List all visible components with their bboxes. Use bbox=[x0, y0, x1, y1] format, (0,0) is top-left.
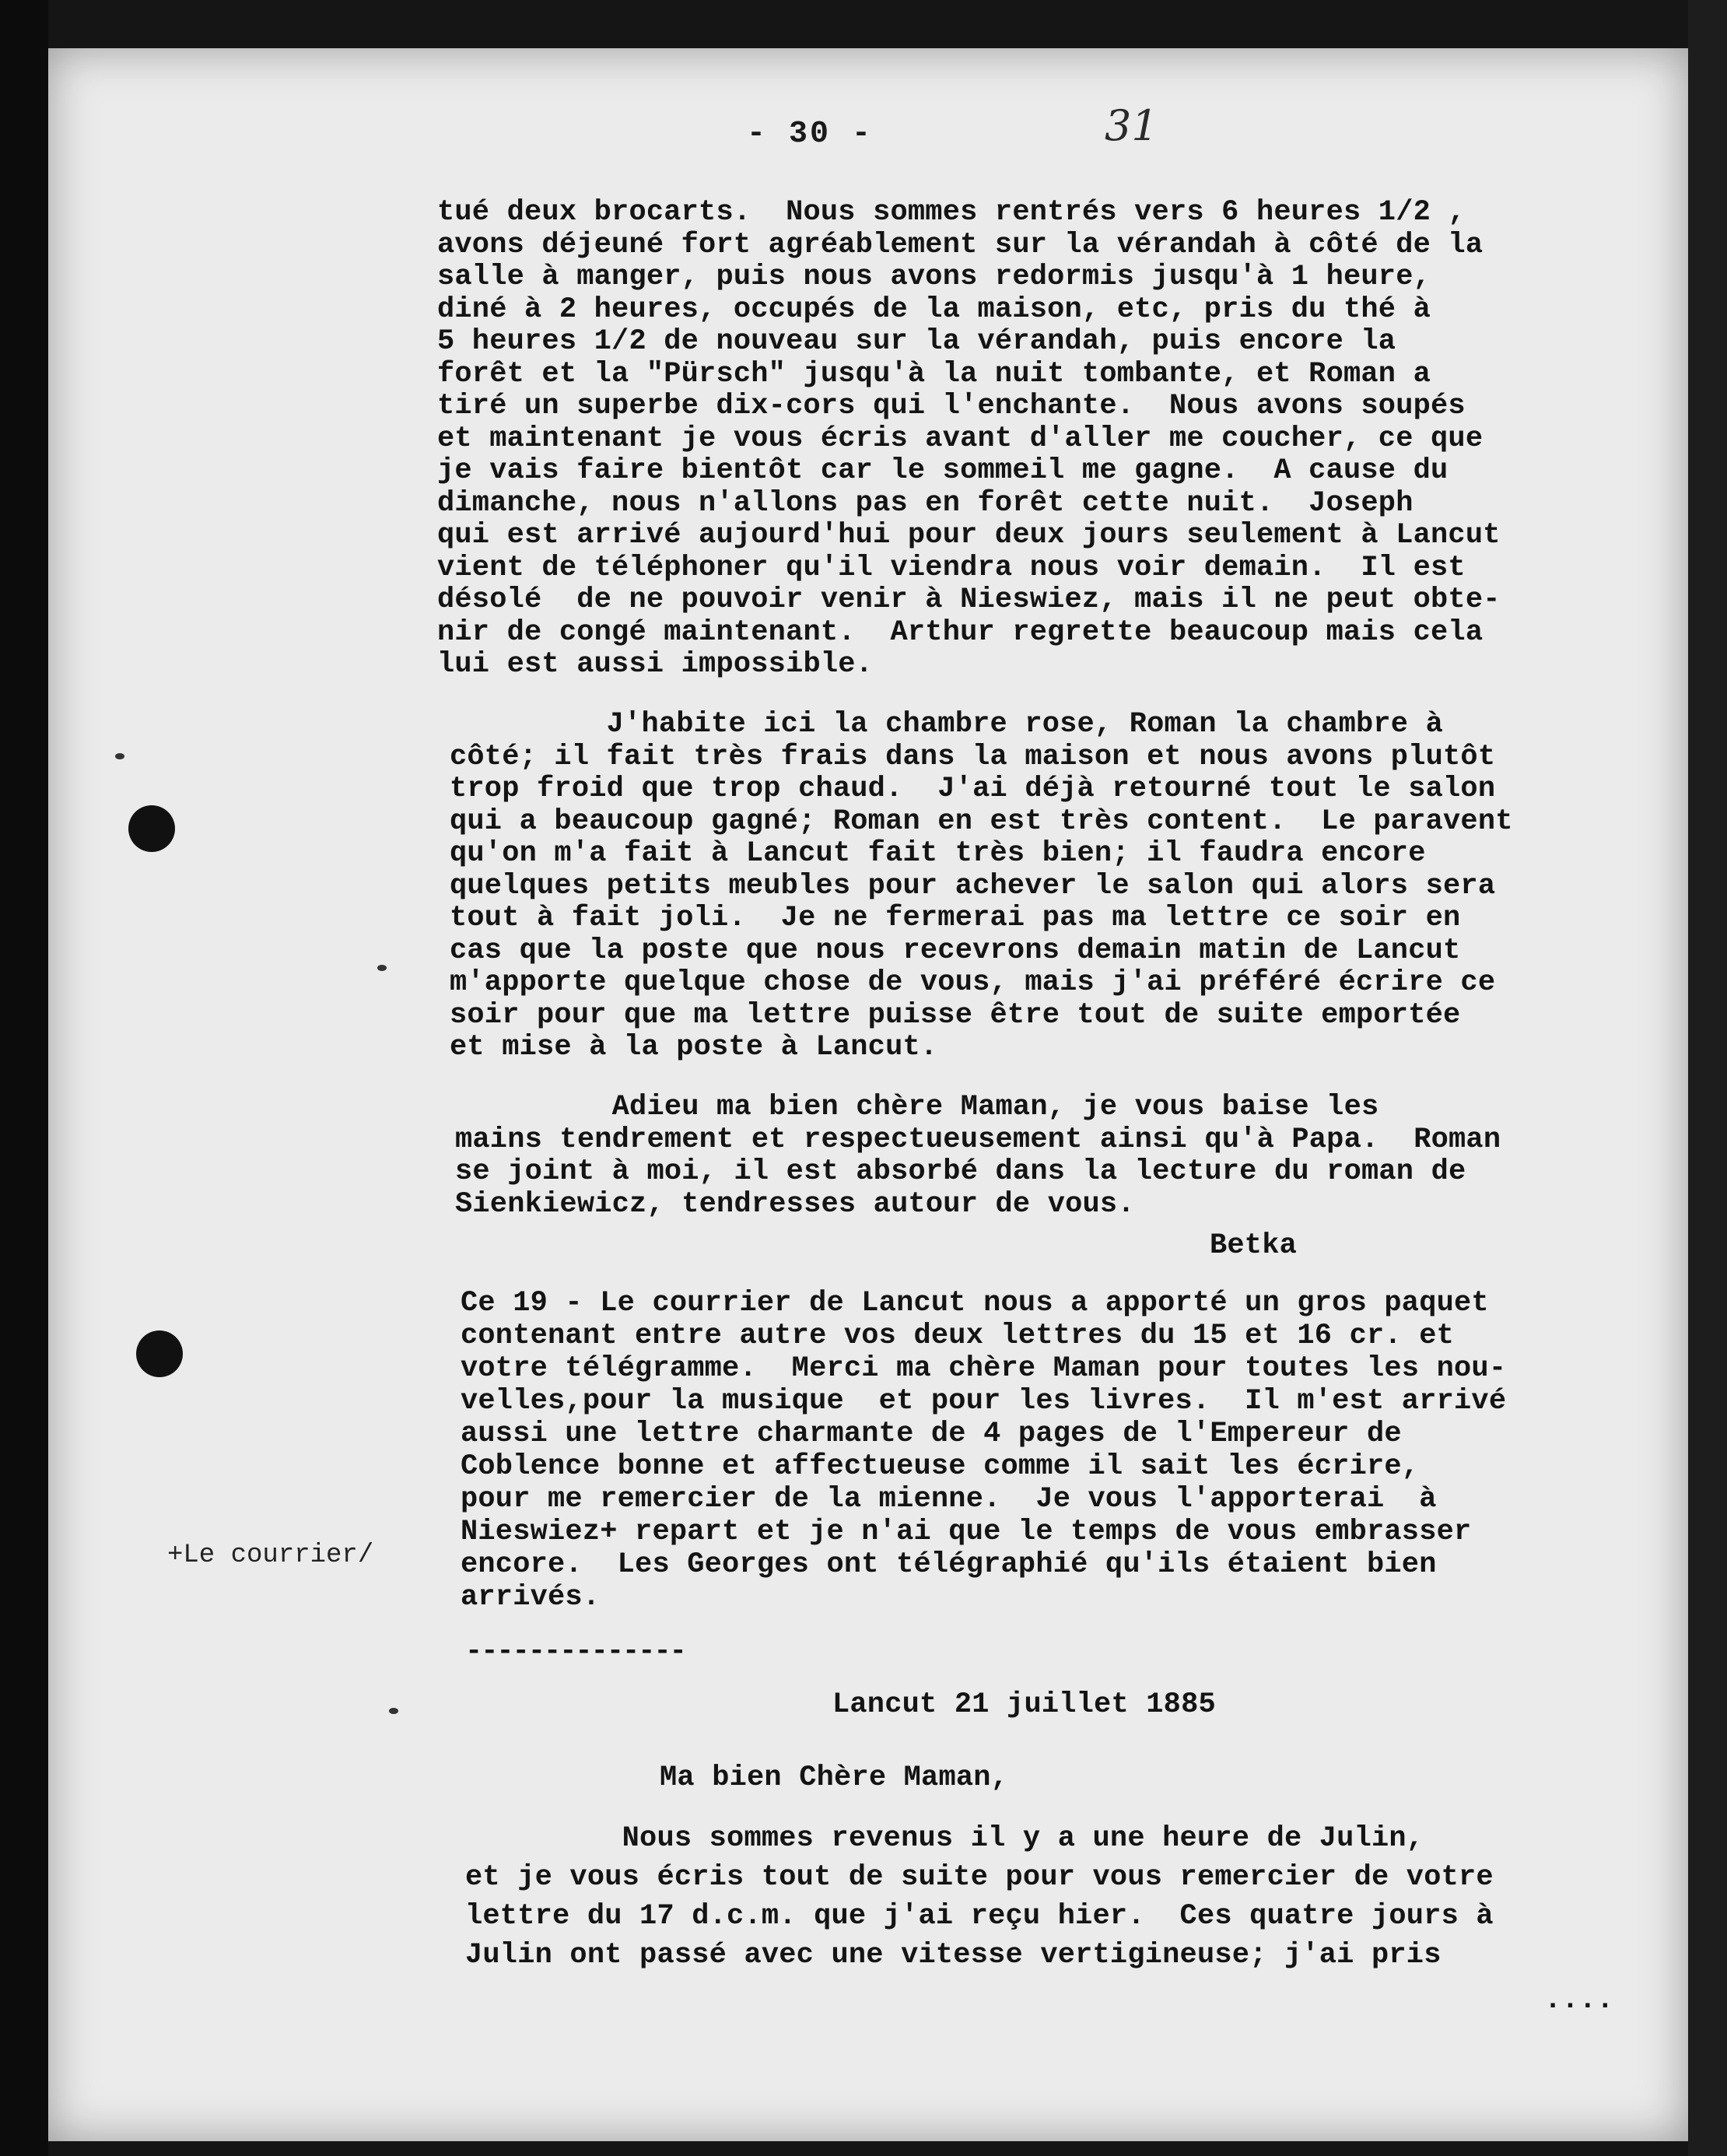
text-line: arrivés. bbox=[461, 1581, 601, 1614]
text-line: lettre du 17 d.c.m. que j'ai reçu hier. Ces quatre jours à bbox=[465, 1900, 1494, 1933]
text-line: velles,pour la musique et pour les livres. Il m'est arrivé bbox=[461, 1385, 1507, 1418]
text-line: pour me remercier de la mienne. Je vous l'apporterai à bbox=[461, 1483, 1437, 1516]
letter2-heading: Lancut 21 juillet 1885 bbox=[832, 1688, 1216, 1721]
text-line: votre télégramme. Merci ma chère Maman pour toutes les nou- bbox=[461, 1352, 1507, 1385]
text-line: je vais faire bientôt car le sommeil me gagne. A cause du bbox=[437, 454, 1449, 487]
text-line: Coblence bonne et affectueuse comme il sait les écrire, bbox=[461, 1450, 1420, 1483]
text-line: forêt et la "Pürsch" jusqu'à la nuit tombante, et Roman a bbox=[437, 357, 1431, 391]
text-line: Nieswiez+ repart et je n'ai que le temps de vous embrasser bbox=[461, 1516, 1472, 1548]
text-line: salle à manger, puis nous avons redormis jusqu'à 1 heure, bbox=[437, 261, 1431, 293]
film-edge-left bbox=[0, 0, 48, 2156]
text-line: cas que la poste que nous recevrons demain matin de Lancut bbox=[450, 934, 1461, 967]
text-line: trop froid que trop chaud. J'ai déjà retourné tout le salon bbox=[450, 773, 1496, 805]
text-line: Nous sommes revenus il y a une heure de Julin, bbox=[465, 1822, 1424, 1855]
punch-hole-bottom bbox=[136, 1330, 183, 1377]
text-line: nir de congé maintenant. Arthur regrette beaucoup mais cela bbox=[437, 615, 1484, 649]
text-line: Julin ont passé avec une vitesse vertigineuse; j'ai pris bbox=[465, 1939, 1442, 1972]
text-line: Sienkiewicz, tendresses autour de vous. bbox=[455, 1187, 1135, 1221]
text-line: tout à fait joli. Je ne fermerai pas ma lettre ce soir en bbox=[450, 902, 1461, 934]
speck bbox=[389, 1708, 398, 1714]
letter2-salutation: Ma bien Chère Maman, bbox=[660, 1762, 1009, 1794]
text-line: tiré un superbe dix-cors qui l'enchante. Nous avons soupés bbox=[437, 390, 1466, 422]
text-line: et maintenant je vous écris avant d'aller me coucher, ce que bbox=[437, 422, 1484, 455]
punch-hole-top bbox=[128, 805, 175, 852]
text-line: contenant entre autre vos deux lettres du 15 et 16 cr. et bbox=[461, 1320, 1455, 1352]
handwritten-page-number: 31 bbox=[1105, 101, 1158, 150]
text-line: diné à 2 heures, occupés de la maison, etc, pris du thé à bbox=[437, 293, 1431, 326]
text-line: dimanche, nous n'allons pas en forêt cette nuit. Joseph bbox=[437, 486, 1413, 520]
text-line: lui est aussi impossible. bbox=[437, 648, 874, 681]
text-line: vient de téléphoner qu'il viendra nous voir demain. Il est bbox=[437, 551, 1466, 584]
text-line: qu'on m'a fait à Lancut fait très bien; il faudra encore bbox=[450, 837, 1426, 870]
text-line: encore. Les Georges ont télégraphié qu'ils étaient bien bbox=[461, 1548, 1437, 1581]
text-line: tué deux brocarts. Nous sommes rentrés vers 6 heures 1/2 , bbox=[437, 196, 1466, 229]
text-line: J'habite ici la chambre rose, Roman la chambre à bbox=[450, 708, 1444, 741]
text-line: et je vous écris tout de suite pour vous remercier de votre bbox=[465, 1861, 1494, 1894]
text-line: Adieu ma bien chère Maman, je vous baise les bbox=[455, 1091, 1379, 1124]
typed-page-number: - 30 - bbox=[747, 117, 874, 152]
text-line: désolé de ne pouvoir venir à Nieswiez, mais il ne peut obte- bbox=[437, 584, 1501, 616]
speck bbox=[377, 965, 387, 971]
margin-note: +Le courrier/ bbox=[167, 1541, 374, 1570]
text-line: Ce 19 - Le courrier de Lancut nous a apporté un gros paquet bbox=[461, 1287, 1489, 1320]
text-line: quelques petits meubles pour achever le salon qui alors sera bbox=[450, 869, 1496, 903]
text-line: avons déjeuné fort agréablement sur la vérandah à côté de la bbox=[437, 228, 1484, 261]
speck bbox=[115, 753, 124, 759]
separator-line: -------------- bbox=[465, 1635, 685, 1668]
text-line: soir pour que ma lettre puisse être tout de suite emportée bbox=[450, 998, 1461, 1032]
text-line: côté; il fait très frais dans la maison et nous avons plutôt bbox=[450, 740, 1496, 773]
text-line: m'apporte quelque chose de vous, mais j'ai préféré écrire ce bbox=[450, 966, 1496, 999]
text-line: se joint à moi, il est absorbé dans la lecture du roman de bbox=[455, 1155, 1466, 1188]
film-edge-right bbox=[1688, 0, 1727, 2156]
text-line: qui a beaucoup gagné; Roman en est très content. Le paravent bbox=[450, 805, 1513, 838]
text-line: mains tendrement et respectueusement ainsi qu'à Papa. Roman bbox=[455, 1123, 1501, 1156]
signature: Betka bbox=[1210, 1229, 1298, 1262]
text-line: qui est arrivé aujourd'hui pour deux jours seulement à Lancut bbox=[437, 519, 1501, 552]
text-line: et mise à la poste à Lancut. bbox=[450, 1031, 938, 1064]
text-line: 5 heures 1/2 de nouveau sur la vérandah, puis encore la bbox=[437, 325, 1396, 358]
continuation-dots: .... bbox=[1544, 1984, 1614, 2017]
text-line: aussi une lettre charmante de 4 pages de l'Empereur de bbox=[461, 1418, 1402, 1450]
